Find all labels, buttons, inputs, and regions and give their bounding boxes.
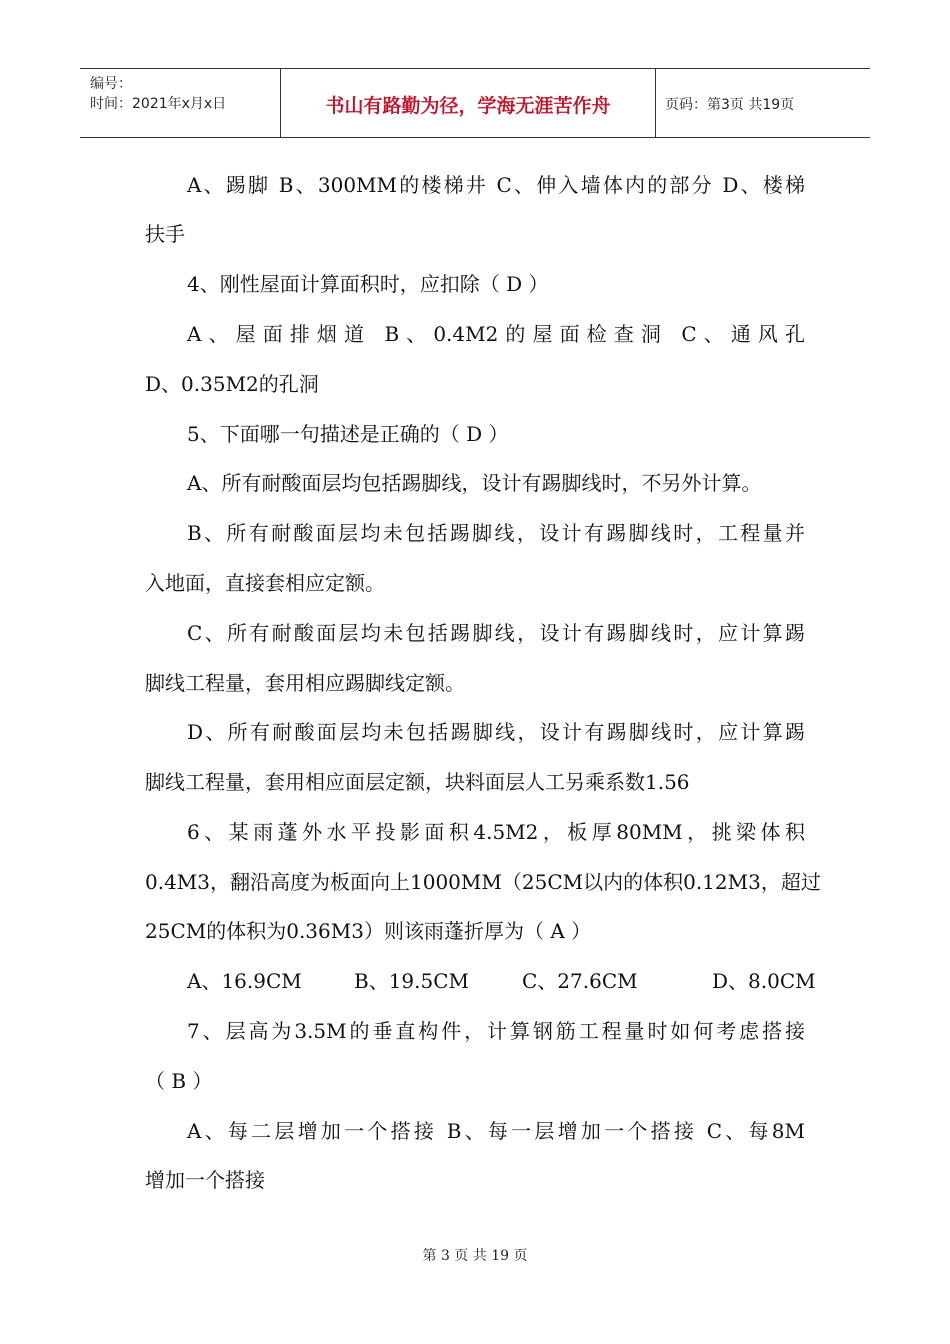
text-line: 入地面，直接套相应定额。 (145, 571, 385, 595)
text-line: A、每二层增加一个搭接 B、每一层增加一个搭接 C、每8M (187, 1119, 805, 1143)
text-line: A、所有耐酸面层均包括踢脚线，设计有踢脚线时，不另外计算。 (187, 471, 762, 495)
question-4: 4、刚性屋面计算面积时，应扣除（ D ） (187, 272, 549, 296)
text-line: 增加一个搭接 (145, 1168, 265, 1192)
page-info: 页码：第3页 共19页 (665, 97, 795, 113)
option-a: A、16.9CM (187, 969, 302, 993)
option-d: D、8.0CM (712, 969, 816, 993)
text-line: D、所有耐酸面层均未包括踢脚线，设计有踢脚线时，应计算踢 (187, 720, 805, 744)
option-b: B、19.5CM (354, 969, 470, 993)
text-line: 0.4M3，翻沿高度为板面向上1000MM（25CM以内的体积0.12M3，超过 (145, 870, 821, 894)
text-line: A、屋面排烟道 B、0.4M2的屋面检查洞 C、通风孔 (187, 322, 805, 346)
document-header (80, 68, 870, 138)
header-page-cell (655, 69, 870, 137)
text-line: 脚线工程量，套用相应面层定额，块料面层人工另乘系数1.56 (145, 770, 690, 794)
text-line: 25CM的体积为0.36M3）则该雨蓬折厚为（ A ） (145, 919, 592, 943)
text-line: D、0.35M2的孔洞 (145, 372, 319, 396)
text-line: C、所有耐酸面层均未包括踢脚线，设计有踢脚线时，应计算踢 (187, 621, 805, 645)
question-7: 7、层高为3.5M的垂直构件，计算钢筋工程量时如何考虑搭接 (187, 1019, 805, 1043)
text-line: （ B ） (145, 1069, 213, 1093)
text-line: 脚线工程量，套用相应踢脚线定额。 (145, 671, 465, 695)
header-left-cell (80, 69, 280, 137)
motto-text: 书山有路勤为径，学海无涯苦作舟 (325, 95, 611, 117)
text-line: A、踢脚 B、300MM的楼梯井 C、伸入墙体内的部分 D、楼梯 (187, 173, 805, 197)
text-line: B、所有耐酸面层均未包括踢脚线，设计有踢脚线时，工程量并 (187, 521, 805, 545)
text-line: 扶手 (145, 222, 185, 246)
question-6: 6、某雨蓬外水平投影面积4.5M2，板厚80MM，挑梁体积 (187, 820, 805, 844)
header-motto-cell (280, 69, 656, 137)
page-footer: 第 3 页 共 19 页 (422, 1248, 528, 1264)
question-5: 5、下面哪一句描述是正确的（ D ） (187, 422, 509, 446)
date-label: 时间：2021年x月x日 (90, 96, 227, 112)
serial-label: 编号： (90, 76, 132, 92)
option-c: C、27.6CM (522, 969, 638, 993)
